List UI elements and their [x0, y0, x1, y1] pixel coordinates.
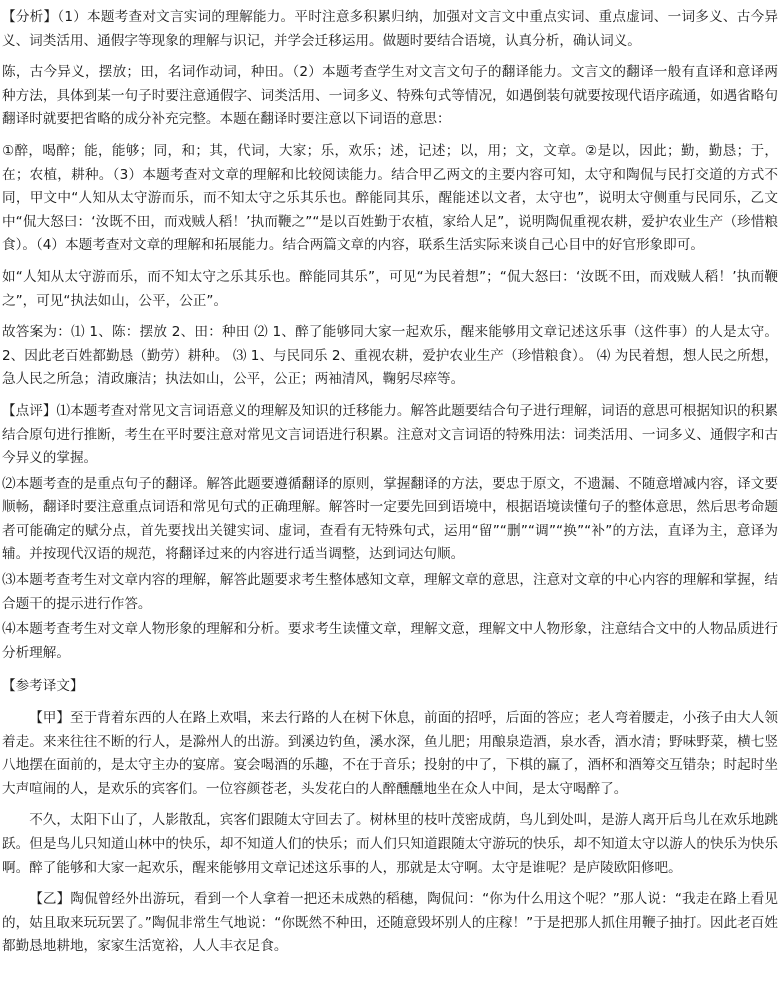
analysis-part-4: 如“人知从太守游而乐，而不知太守之乐其乐也。醉能同其乐”，可见“为民着想”；“侃大怒曰：‘汝既不田，而戏贼人稻！’执而鞭之”，可见“执法如山，公平，公正”。	[2, 268, 778, 309]
translation-yi: 【乙】陶侃曾经外出游玩，看到一个人拿着一把还未成熟的稻穗，陶侃问：“你为什么用这个呢？”那人说：“我走在路上看见的，姑且取来玩玩罢了。”陶侃非常生气地说：“你既然不种田，还随意毁坏别人的庄稼！”于是把那人抓住用鞭子抽打。因此老百姓都勤恳地耕地，家家生活宽裕，人人丰衣足食。	[2, 891, 778, 955]
comment-part-4: ⑷本题考查考生对文章人物形象的理解和分析。要求考生读懂文章，理解文意，理解文中人物形象，注意结合文中的人物品质进行分析理解。	[2, 621, 778, 661]
comment-part-1: 【点评】⑴本题考查对常见文言词语意义的理解及知识的迁移能力。解答此题要结合句子进行理解，词语的意思可根据知识的积累结合原句进行推断，考生在平时要注意对常见文言词语进行积累。注意对文言词语的特殊用法：词类活用、一词多义、通假字和古今异义的掌握。	[2, 402, 778, 467]
translation-heading: 【参考译文】	[2, 678, 84, 695]
comment-part-3: ⑶本题考查考生对文章内容的理解，解答此题要求考生整体感知文章，理解文章的意思，注意对文章的中心内容的理解和掌握，结合题干的提示进行作答。	[2, 572, 778, 612]
translation-jia: 【甲】至于背着东西的人在路上欢唱，来去行路的人在树下休息，前面的招呼，后面的答应；老人弯着腰走，小孩子由大人领着走。来来往往不断的行人，是滁州人的出游。到溪边钓鱼，溪水深，鱼儿肥；用酿泉造酒，泉水香，酒水清；野味野菜，横七竖八地摆在面前的，是太守主办的宴席。宴会喝酒的乐趣，不在于音乐；投射的中了，下棋的赢了，酒杯和酒筹交互错杂；时起时坐大声喧闹的人，是欢乐的宾客们。一位容颜苍老，头发花白的人醉醺醺地坐在众人中间，是太守喝醉了。	[2, 710, 778, 797]
analysis-part-2: 陈，古今异义，摆放；田，名词作动词，种田。（2）本题考查学生对文言文句子的翻译能力。文言文的翻译一般有直译和意译两种方法，具体到某一句子时要注意通假字、词类活用、一词多义、特殊句式等情况，如遇倒装句就要按现代语序疏通，如遇省略句翻译时就要把省略的成分补充完整。本题在翻译时要注意以下词语的意思：	[2, 64, 778, 128]
analysis-part-3: ①醉，喝醉；能，能够；同，和；其，代词，大家；乐，欢乐；述，记述；以，用；文，文章。②是以，因此；勤，勤恳；于，在；农植，耕种。（3）本题考查对文章的理解和比较阅读能力。结合甲乙两文的主要内容可知，太守和陶侃与民打交道的方式不同，甲文中“人知从太守游而乐，而不知太守之乐其乐也。醉能同其乐，醒能述以文者，太守也”，说明太守侧重与民同乐，乙文中“侃大怒曰：‘汝既不田，而戏贼人稻！’执而鞭之”“是以百姓勤于农植，家给人足”，说明陶侃重视农耕，爱护农业生产（珍惜粮食）。（4）本题考查对文章的理解和拓展能力。结合两篇文章的内容，联系生活实际来谈自己心目中的好官形象即可。	[2, 142, 778, 254]
analysis-part-1: 【分析】（1）本题考查对文言实词的理解能力。平时注意多积累归纳，加强对文言文中重点实词、重点虚词、一词多义、古今异义、词类活用、通假字等现象的理解与识记，并学会迁移运用。做题时要结合语境，认真分析，确认词义。	[2, 9, 778, 49]
answer-paragraph: 故答案为：⑴ 1、陈：摆放 2、田：种田 ⑵ 1、醉了能够同大家一起欢乐，醒来能够用文章记述这乐事（这件事）的人是太守。 2、因此老百姓都勤恳（勤劳）耕种。 ⑶ 1、与民同乐 2、重视农耕，爱护农业生产（珍惜粮食）。 ⑷ 为民着想，想人民之所想，急人民之所急；清政廉洁；执法如山，公平，公正；两袖清风，鞠躬尽瘁等。	[2, 324, 778, 388]
translation-jia-continued: 不久，太阳下山了，人影散乱，宾客们跟随太守回去了。树林里的枝叶茂密成荫，鸟儿到处叫，是游人离开后鸟儿在欢乐地跳跃。但是鸟儿只知道山林中的快乐，却不知道人们的快乐；而人们只知道跟随太守游玩的快乐，却不知道太守以游人的快乐为快乐啊。醉了能够和大家一起欢乐，醒来能够用文章记述这乐事的人，那就是太守啊。太守是谁呢？是庐陵欧阳修吧。	[2, 812, 778, 876]
comment-part-2: ⑵本题考查的是重点句子的翻译。解答此题要遵循翻译的原则，掌握翻译的方法，要忠于原文，不遗漏、不随意增减内容，译文要顺畅，翻译时要注意重点词语和常见句式的正确理解。解答时一定要先回到语境中，根据语境读懂句子的整体意思，然后思考命题者可能确定的赋分点，首先要找出关键实词、虚词，查看有无特殊句式，运用“留”“删”“调”“换”“补”的方法，直译为主，意译为辅。并按现代汉语的规范，将翻译过来的内容进行适当调整，达到词达句顺。	[2, 475, 778, 563]
